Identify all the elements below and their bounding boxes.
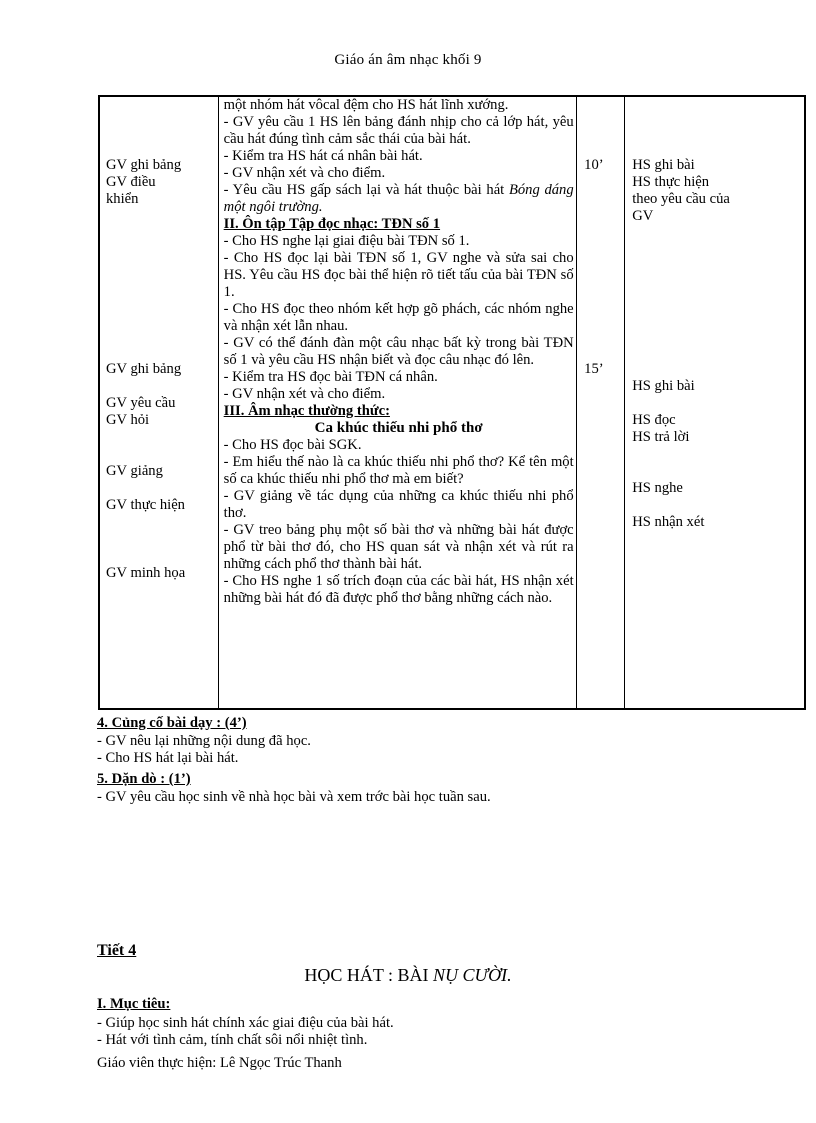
objectives-heading: I. Mục tiêu:: [97, 996, 171, 1012]
student-activity-entry-3: GV: [632, 208, 654, 224]
content-paragraph-1: [224, 114, 574, 148]
student-activity-entry-2: theo yêu cầu của: [632, 191, 730, 207]
content-paragraph-text-7: - Cho HS đọc lại bài TĐN số 1, GV nghe và sửa sai cho HS. Yêu cầu HS đọc bài thể hiện rõ tiết tấu của bài TĐN số 1.: [223, 250, 574, 300]
teacher-activity-cell: [100, 97, 218, 708]
teacher-activity-entry-8: GV minh họa: [106, 565, 186, 581]
content-text: [224, 97, 574, 607]
content-cell: [219, 97, 577, 708]
content-paragraph-text-3: - GV nhận xét và cho điểm.: [223, 165, 386, 181]
content-paragraph-5: [224, 216, 574, 233]
content-paragraph-text-13: Ca khúc thiếu nhi phổ thơ: [314, 420, 483, 436]
lesson-table: [98, 95, 806, 710]
lesson-title: [0, 965, 816, 986]
content-paragraph-10: [224, 369, 574, 386]
lesson-period: Tiết 4: [97, 942, 137, 959]
content-paragraph-text-14: - Cho HS đọc bài SGK.: [223, 437, 362, 453]
section-4-title: 4. Củng cố bài dạy : (4’): [97, 715, 247, 731]
content-paragraph-7: [224, 250, 574, 301]
content-paragraph-text-4: - Yêu cầu HS gấp sách lại và hát thuộc bài hát: [223, 182, 509, 198]
student-activity-entry-4: HS ghi bài: [632, 378, 695, 394]
time-entry-1: 15’: [584, 361, 604, 377]
content-paragraph-12: [224, 403, 574, 420]
content-italic-song-title: Bóng dáng một ngôi trường.: [223, 182, 574, 215]
time-entry-0: 10’: [584, 157, 604, 173]
time-cell: [577, 97, 624, 708]
content-paragraph-text-12: III. Âm nhạc thường thức:: [223, 403, 390, 419]
content-paragraph-18: [224, 573, 574, 607]
content-paragraph-text-11: - GV nhận xét và cho điểm.: [223, 386, 386, 402]
student-activity-entry-6: HS trả lời: [632, 429, 690, 445]
lesson-title-main: HỌC HÁT : BÀI: [304, 965, 434, 985]
content-paragraph-text-15: - Em hiểu thế nào là ca khúc thiếu nhi phổ thơ? Kể tên một số ca khúc thiếu nhi phổ thơ mà em biết?: [223, 454, 574, 487]
content-paragraph-15: [224, 454, 574, 488]
content-paragraph-text-17: - GV treo bảng phụ một số bài thơ và những bài hát được phổ từ bài thơ đó, cho HS quan sát và nhận xét và rút ra những cách phổ thơ thành bài hát.: [223, 522, 574, 572]
content-paragraph-text-10: - Kiểm tra HS đọc bài TĐN cá nhân.: [223, 369, 438, 385]
objective-line-2: - Hát với tình cảm, tính chất sôi nổi nhiệt tình.: [97, 1032, 368, 1048]
section-4-line-2: - Cho HS hát lại bài hát.: [97, 750, 239, 766]
content-paragraph-text-0: một nhóm hát vôcal đệm cho HS hát lĩnh xướng.: [223, 97, 509, 113]
content-paragraph-text-16: - GV giảng về tác dụng của những ca khúc thiếu nhi phổ thơ.: [223, 488, 574, 521]
activity-column: [99, 96, 218, 709]
teacher-name: Giáo viên thực hiện: Lê Ngọc Trúc Thanh: [97, 1055, 342, 1071]
student-activity-entry-1: HS thực hiện: [632, 174, 710, 190]
student-column: [625, 96, 805, 709]
content-paragraph-17: [224, 522, 574, 573]
content-paragraph-text-6: - Cho HS nghe lại giai điệu bài TĐN số 1.: [223, 233, 470, 249]
content-paragraph-text-2: - Kiểm tra HS hát cá nhân bài hát.: [223, 148, 423, 164]
student-activity-entry-0: HS ghi bài: [632, 157, 695, 173]
section-4-line-1: - GV nêu lại những nội dung đã học.: [97, 733, 311, 749]
lesson-title-song: NỤ CƯỜI.: [433, 965, 512, 985]
content-paragraph-2: [224, 148, 574, 165]
content-paragraph-3: [224, 165, 574, 182]
teacher-activity-entry-5: GV hỏi: [106, 412, 150, 428]
content-paragraph-text-18: - Cho HS nghe 1 số trích đoạn của các bài hát, HS nhận xét những bài hát đó đã được phổ thơ bằng những cách nào.: [223, 573, 574, 606]
teacher-activity-entry-4: GV yêu cầu: [106, 395, 176, 411]
teacher-activity-entry-7: GV thực hiện: [106, 497, 185, 513]
content-paragraph-text-1: - GV yêu cầu 1 HS lên bảng đánh nhịp cho cả lớp hát, yêu cầu hát đúng tình cảm sắc thái của bài hát.: [223, 114, 574, 147]
section-5-line-1: - GV yêu cầu học sinh về nhà học bài và xem trớc bài học tuần sau.: [97, 789, 491, 805]
content-paragraph-11: [224, 386, 574, 403]
content-paragraph-text-5: II. Ôn tập Tập đọc nhạc: TĐN số 1: [223, 216, 441, 232]
content-paragraph-9: [224, 335, 574, 369]
content-paragraph-text-8: - Cho HS đọc theo nhóm kết hợp gõ phách, các nhóm nghe và nhận xét lẫn nhau.: [223, 301, 574, 334]
time-column: [577, 96, 625, 709]
student-activity-cell: [625, 97, 804, 708]
teacher-activity-entry-0: GV ghi bảng: [106, 157, 182, 173]
section-5-title: 5. Dặn dò : (1’): [97, 771, 191, 787]
page-header: Giáo án âm nhạc khối 9: [334, 52, 482, 68]
content-paragraph-8: [224, 301, 574, 335]
teacher-activity-entry-1: GV điều: [106, 174, 156, 190]
teacher-activity-entry-2: khiển: [106, 191, 139, 207]
student-activity-entry-7: HS nghe: [632, 480, 683, 496]
teacher-activity-entry-3: GV ghi bảng: [106, 361, 182, 377]
content-paragraph-14: [224, 437, 574, 454]
content-column: [218, 96, 577, 709]
content-paragraph-4: [224, 182, 574, 216]
content-paragraph-13: [224, 420, 574, 437]
content-paragraph-6: [224, 233, 574, 250]
teacher-activity-entry-6: GV giảng: [106, 463, 163, 479]
content-paragraph-text-9: - GV có thể đánh đàn một câu nhạc bất kỳ trong bài TĐN số 1 và yêu cầu HS nhận biết và đọc câu nhạc đó lên.: [223, 335, 574, 368]
content-paragraph-16: [224, 488, 574, 522]
objective-line-1: - Giúp học sinh hát chính xác giai điệu của bài hát.: [97, 1015, 394, 1031]
student-activity-entry-8: HS nhận xét: [632, 514, 705, 530]
content-paragraph-0: [224, 97, 574, 114]
student-activity-entry-5: HS đọc: [632, 412, 676, 428]
